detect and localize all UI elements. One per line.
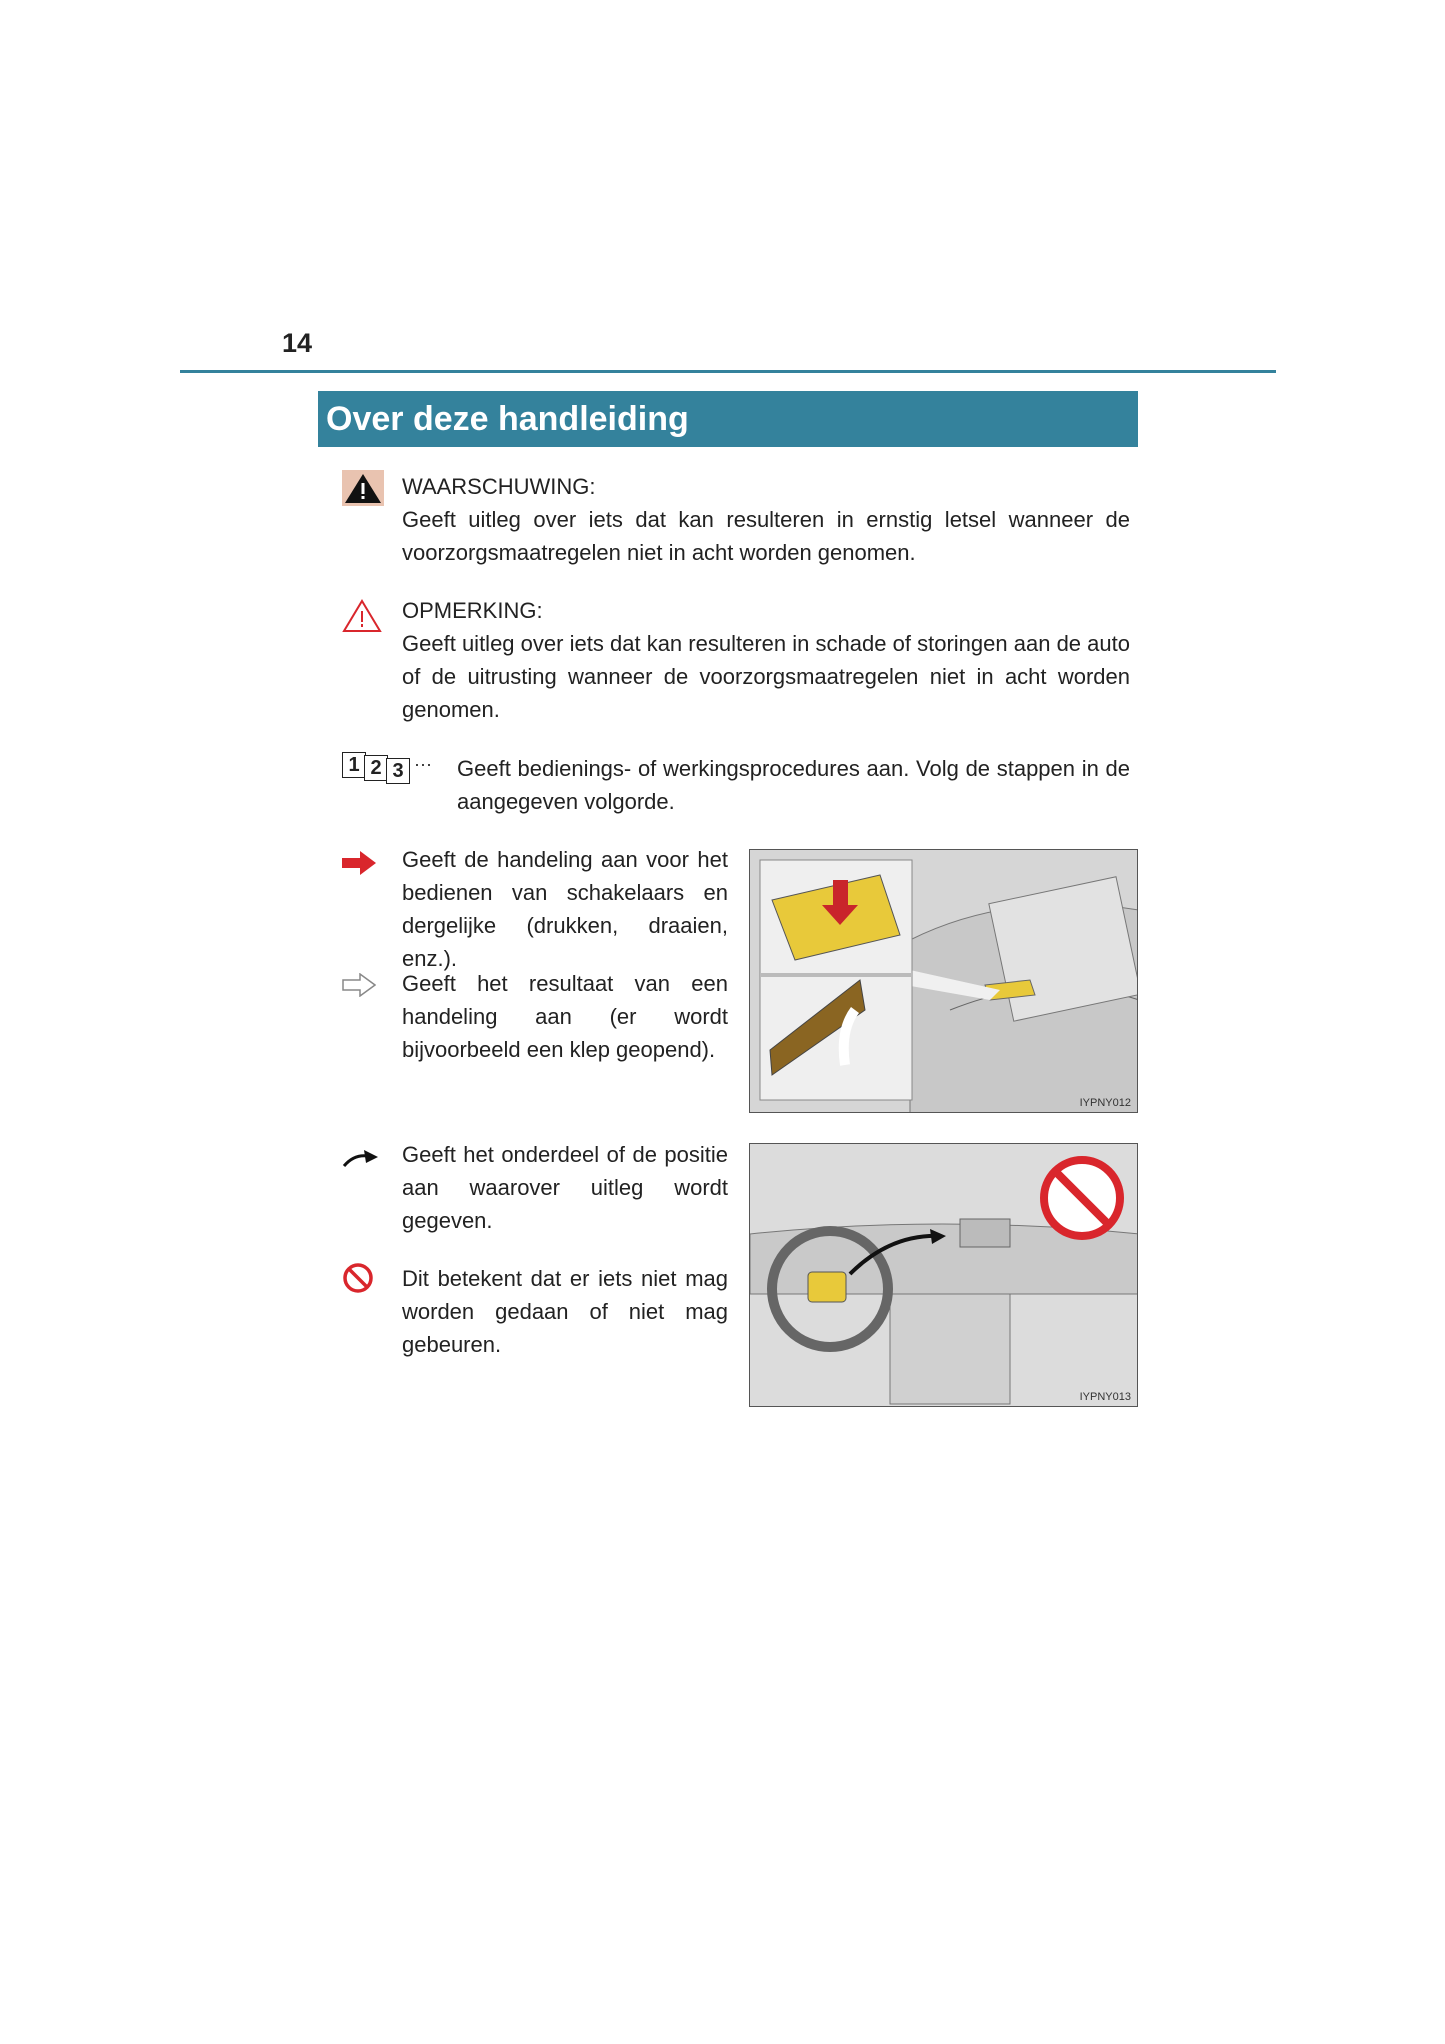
- step-badge-2: 2: [364, 755, 388, 781]
- red-operation-arrow-icon: [342, 851, 376, 875]
- header-rule: [180, 370, 1276, 373]
- step-badge-3: 3: [386, 758, 410, 784]
- pointer-text: Geeft het onderdeel of de positie aan waarover uitleg wordt gegeven.: [402, 1142, 728, 1233]
- caution-icon: [342, 598, 382, 634]
- figure-dashboard: [749, 1143, 1138, 1407]
- warning-text: Geeft uitleg over iets dat kan resulteren in ernstig letsel wanneer de voorzorgsmaatregelen niet in acht worden genomen.: [402, 507, 1130, 565]
- operation-arrow-text: Geeft de handeling aan voor het bedienen van schakelaars en dergelijke (drukken, draaien, enz.).: [402, 847, 728, 971]
- page-number: 14: [282, 328, 313, 358]
- pointer-arrow-icon: [342, 1148, 378, 1168]
- prohibited-text: Dit betekent dat er iets niet mag worden gedaan of niet mag gebeuren.: [402, 1266, 728, 1357]
- ellipsis: ···: [414, 754, 432, 774]
- figure-code: IYPNY012: [1079, 1097, 1131, 1109]
- figure-code: IYPNY013: [1079, 1391, 1131, 1403]
- result-arrow-text: Geeft het resultaat van een handeling aan (er wordt bijvoorbeeld een klep geopend).: [402, 971, 728, 1062]
- step-badge-1: 1: [342, 752, 366, 778]
- hollow-result-arrow-icon: [342, 973, 376, 997]
- step-numbers-icon: [342, 752, 442, 786]
- warning-title: WAARSCHUWING:: [402, 474, 596, 499]
- dashboard-illustration: [750, 1144, 1138, 1407]
- steps-text: Geeft bedienings- of werkingsprocedures aan. Volg de stappen in de aangegeven volgorde.: [457, 756, 1130, 814]
- notice-text: Geeft uitleg over iets dat kan resulteren in schade of storingen aan de auto of de uitrusting wanneer de voorzorgsmaatregelen niet in acht worden genomen.: [402, 631, 1130, 722]
- prohibited-icon: [342, 1262, 374, 1294]
- figure-center-console: [749, 849, 1138, 1113]
- warning-icon: [342, 470, 384, 506]
- notice-title: OPMERKING:: [402, 598, 543, 623]
- center-console-illustration: [750, 850, 1138, 1113]
- section-title: Over deze handleiding: [318, 391, 1138, 447]
